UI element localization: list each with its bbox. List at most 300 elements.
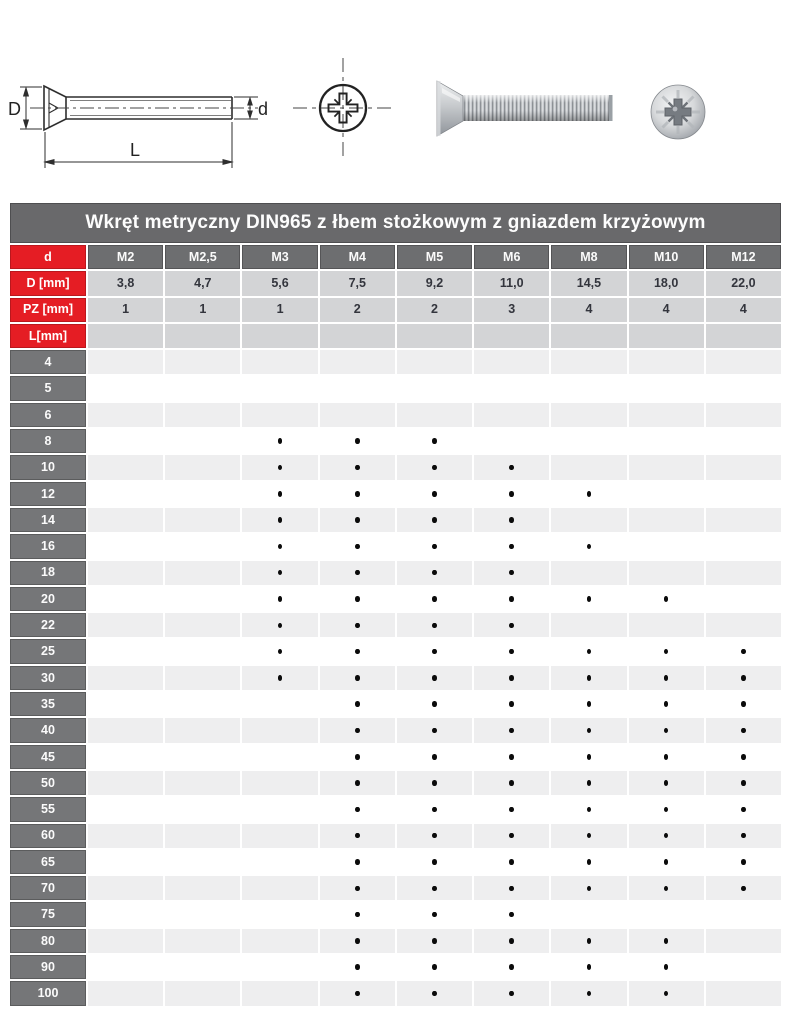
availability-dot — [278, 649, 283, 655]
availability-dot — [664, 780, 669, 786]
availability-cell — [629, 429, 704, 453]
column-header: M2 — [88, 245, 163, 269]
availability-dot — [664, 728, 669, 734]
availability-cell — [320, 508, 395, 532]
availability-cell — [629, 824, 704, 848]
availability-cell — [242, 429, 317, 453]
length-label: 30 — [10, 666, 86, 690]
length-label: 45 — [10, 745, 86, 769]
availability-cell — [629, 692, 704, 716]
availability-dot — [355, 964, 360, 970]
availability-cell — [474, 771, 549, 795]
availability-dot — [509, 833, 514, 839]
availability-cell — [629, 587, 704, 611]
availability-cell — [320, 561, 395, 585]
availability-cell — [397, 534, 472, 558]
length-label: 12 — [10, 482, 86, 506]
availability-cell — [474, 350, 549, 374]
availability-dot — [278, 465, 283, 471]
availability-dot — [587, 938, 592, 944]
availability-cell — [165, 639, 240, 663]
availability-cell — [474, 797, 549, 821]
availability-cell — [165, 955, 240, 979]
availability-cell — [551, 350, 626, 374]
availability-dot — [355, 465, 360, 471]
head-diameter-value: 7,5 — [320, 271, 395, 295]
availability-cell — [88, 534, 163, 558]
length-label: 40 — [10, 718, 86, 742]
availability-cell — [88, 718, 163, 742]
availability-dot — [355, 517, 360, 523]
availability-dot — [664, 649, 669, 655]
availability-cell — [320, 745, 395, 769]
availability-cell — [629, 403, 704, 427]
head-diameter-value: 11,0 — [474, 271, 549, 295]
availability-cell — [88, 902, 163, 926]
availability-cell — [165, 587, 240, 611]
availability-cell — [165, 718, 240, 742]
availability-dot — [509, 544, 514, 550]
availability-cell — [165, 824, 240, 848]
availability-cell — [474, 613, 549, 637]
head-diameter-value: 3,8 — [88, 271, 163, 295]
length-label: 90 — [10, 955, 86, 979]
availability-cell — [551, 876, 626, 900]
availability-dot — [355, 701, 360, 707]
spec-table — [10, 203, 781, 1006]
availability-cell — [474, 482, 549, 506]
availability-cell — [242, 902, 317, 926]
availability-cell — [242, 350, 317, 374]
availability-cell — [242, 824, 317, 848]
availability-cell — [629, 902, 704, 926]
availability-cell — [551, 429, 626, 453]
length-label: 55 — [10, 797, 86, 821]
availability-cell — [706, 429, 781, 453]
availability-cell — [706, 797, 781, 821]
availability-dot — [432, 833, 437, 839]
availability-cell — [706, 850, 781, 874]
availability-cell — [242, 561, 317, 585]
availability-dot — [432, 517, 437, 523]
availability-cell — [551, 902, 626, 926]
availability-cell — [320, 876, 395, 900]
availability-cell — [165, 771, 240, 795]
availability-cell — [706, 403, 781, 427]
length-label: 50 — [10, 771, 86, 795]
availability-cell — [629, 666, 704, 690]
availability-cell — [706, 876, 781, 900]
availability-dot — [664, 859, 669, 865]
availability-dot — [432, 859, 437, 865]
availability-dot — [509, 754, 514, 760]
availability-dot — [509, 517, 514, 523]
availability-dot — [509, 701, 514, 707]
availability-dot — [355, 675, 360, 681]
availability-dot — [664, 701, 669, 707]
length-label: 10 — [10, 455, 86, 479]
availability-cell — [551, 797, 626, 821]
availability-cell — [165, 534, 240, 558]
pz-size-value: 3 — [474, 298, 549, 322]
availability-dot — [278, 675, 283, 681]
availability-dot — [278, 491, 283, 497]
availability-cell — [320, 797, 395, 821]
availability-dot — [278, 544, 283, 550]
dim-label-L: L — [130, 140, 141, 160]
availability-dot — [664, 833, 669, 839]
availability-dot — [432, 991, 437, 997]
availability-cell — [706, 350, 781, 374]
availability-cell — [706, 771, 781, 795]
length-label: 4 — [10, 350, 86, 374]
availability-dot — [664, 754, 669, 760]
availability-cell — [706, 587, 781, 611]
availability-dot — [278, 623, 283, 629]
availability-dot — [432, 623, 437, 629]
availability-cell — [242, 771, 317, 795]
availability-cell — [706, 692, 781, 716]
availability-cell — [551, 771, 626, 795]
d-row-label: D [mm] — [10, 271, 86, 295]
pz-size-value: 1 — [242, 298, 317, 322]
availability-cell — [88, 771, 163, 795]
availability-cell — [88, 403, 163, 427]
availability-cell — [397, 955, 472, 979]
availability-cell — [320, 666, 395, 690]
technical-drawing — [0, 0, 410, 200]
availability-cell — [320, 613, 395, 637]
availability-dot — [432, 438, 437, 444]
availability-cell — [320, 482, 395, 506]
availability-cell — [551, 376, 626, 400]
length-label: 5 — [10, 376, 86, 400]
availability-dot — [432, 912, 437, 918]
length-label: 25 — [10, 639, 86, 663]
availability-dot — [587, 544, 592, 550]
availability-dot — [509, 780, 514, 786]
availability-cell — [165, 692, 240, 716]
availability-dot — [587, 675, 592, 681]
pz-size-value: 1 — [165, 298, 240, 322]
availability-dot — [587, 649, 592, 655]
availability-dot — [432, 596, 437, 602]
availability-cell — [474, 403, 549, 427]
availability-cell — [242, 745, 317, 769]
head-diameter-value: 22,0 — [706, 271, 781, 295]
column-header: M6 — [474, 245, 549, 269]
availability-dot — [355, 807, 360, 813]
pozidriv-end-view — [293, 58, 393, 158]
availability-dot — [664, 886, 669, 892]
availability-dot — [664, 596, 669, 602]
availability-dot — [509, 491, 514, 497]
availability-dot — [432, 807, 437, 813]
availability-cell — [474, 534, 549, 558]
availability-cell — [88, 350, 163, 374]
availability-dot — [587, 991, 592, 997]
availability-cell — [165, 429, 240, 453]
availability-cell — [474, 692, 549, 716]
availability-cell — [551, 955, 626, 979]
availability-cell — [474, 745, 549, 769]
availability-dot — [509, 728, 514, 734]
availability-cell — [88, 613, 163, 637]
availability-dot — [355, 491, 360, 497]
availability-dot — [741, 675, 746, 681]
length-label: 75 — [10, 902, 86, 926]
availability-cell — [165, 508, 240, 532]
availability-cell — [397, 561, 472, 585]
availability-dot — [741, 833, 746, 839]
availability-dot — [432, 465, 437, 471]
availability-cell — [551, 929, 626, 953]
availability-cell — [165, 350, 240, 374]
availability-cell — [165, 455, 240, 479]
availability-cell — [629, 613, 704, 637]
availability-cell — [474, 876, 549, 900]
availability-cell — [551, 587, 626, 611]
availability-cell — [474, 508, 549, 532]
availability-cell — [706, 666, 781, 690]
availability-dot — [432, 701, 437, 707]
availability-cell — [551, 666, 626, 690]
length-label: 70 — [10, 876, 86, 900]
availability-cell — [165, 613, 240, 637]
availability-cell — [320, 718, 395, 742]
availability-cell — [551, 508, 626, 532]
availability-dot — [355, 728, 360, 734]
availability-dot — [355, 833, 360, 839]
availability-cell — [88, 482, 163, 506]
availability-cell — [629, 955, 704, 979]
availability-cell — [397, 981, 472, 1005]
dim-label-D: D — [8, 99, 21, 119]
availability-dot — [355, 886, 360, 892]
availability-cell — [629, 534, 704, 558]
availability-cell — [629, 745, 704, 769]
availability-dot — [664, 991, 669, 997]
availability-dot — [432, 728, 437, 734]
availability-cell — [629, 797, 704, 821]
availability-dot — [587, 701, 592, 707]
availability-cell — [474, 981, 549, 1005]
availability-cell — [629, 718, 704, 742]
availability-cell — [629, 482, 704, 506]
availability-dot — [355, 859, 360, 865]
availability-cell — [242, 929, 317, 953]
availability-cell — [242, 797, 317, 821]
availability-cell — [88, 561, 163, 585]
availability-cell — [629, 981, 704, 1005]
pz-size-value: 2 — [320, 298, 395, 322]
availability-dot — [278, 517, 283, 523]
availability-cell — [474, 455, 549, 479]
empty-cell — [320, 324, 395, 348]
column-header: M3 — [242, 245, 317, 269]
column-header: M5 — [397, 245, 472, 269]
availability-cell — [88, 955, 163, 979]
availability-cell — [88, 850, 163, 874]
availability-cell — [397, 771, 472, 795]
length-label: 6 — [10, 403, 86, 427]
availability-dot — [509, 807, 514, 813]
availability-dot — [664, 675, 669, 681]
availability-cell — [165, 902, 240, 926]
availability-cell — [629, 508, 704, 532]
availability-cell — [320, 403, 395, 427]
availability-dot — [509, 991, 514, 997]
empty-cell — [165, 324, 240, 348]
availability-dot — [278, 570, 283, 576]
availability-dot — [355, 754, 360, 760]
availability-cell — [706, 929, 781, 953]
pz-size-value: 4 — [629, 298, 704, 322]
availability-cell — [474, 929, 549, 953]
availability-cell — [165, 876, 240, 900]
availability-cell — [397, 350, 472, 374]
availability-cell — [242, 613, 317, 637]
availability-dot — [587, 807, 592, 813]
availability-cell — [551, 561, 626, 585]
availability-dot — [278, 596, 283, 602]
pz-row-label: PZ [mm] — [10, 298, 86, 322]
availability-dot — [509, 596, 514, 602]
column-header: M2,5 — [165, 245, 240, 269]
availability-cell — [320, 824, 395, 848]
availability-cell — [397, 403, 472, 427]
availability-cell — [551, 613, 626, 637]
l-row-label: L[mm] — [10, 324, 86, 348]
availability-cell — [165, 850, 240, 874]
availability-dot — [432, 886, 437, 892]
availability-cell — [397, 718, 472, 742]
availability-cell — [397, 929, 472, 953]
length-label: 60 — [10, 824, 86, 848]
availability-dot — [741, 886, 746, 892]
availability-cell — [706, 508, 781, 532]
empty-cell — [88, 324, 163, 348]
availability-cell — [320, 534, 395, 558]
availability-cell — [474, 824, 549, 848]
availability-dot — [509, 570, 514, 576]
availability-cell — [397, 482, 472, 506]
availability-cell — [551, 981, 626, 1005]
availability-cell — [474, 850, 549, 874]
availability-cell — [165, 929, 240, 953]
availability-cell — [88, 824, 163, 848]
head-diameter-value: 9,2 — [397, 271, 472, 295]
availability-cell — [706, 455, 781, 479]
availability-dot — [741, 728, 746, 734]
availability-cell — [88, 929, 163, 953]
availability-dot — [664, 807, 669, 813]
availability-dot — [355, 780, 360, 786]
availability-cell — [88, 376, 163, 400]
length-label: 8 — [10, 429, 86, 453]
availability-cell — [629, 376, 704, 400]
availability-cell — [88, 639, 163, 663]
availability-dot — [741, 649, 746, 655]
availability-cell — [242, 876, 317, 900]
length-label: 80 — [10, 929, 86, 953]
availability-cell — [88, 745, 163, 769]
availability-cell — [474, 955, 549, 979]
availability-cell — [88, 429, 163, 453]
availability-dot — [587, 491, 592, 497]
availability-cell — [165, 745, 240, 769]
availability-dot — [587, 833, 592, 839]
availability-dot — [355, 596, 360, 602]
availability-cell — [242, 692, 317, 716]
availability-cell — [706, 981, 781, 1005]
availability-cell — [474, 587, 549, 611]
availability-cell — [88, 587, 163, 611]
availability-dot — [432, 570, 437, 576]
availability-cell — [397, 797, 472, 821]
availability-cell — [397, 639, 472, 663]
availability-dot — [741, 859, 746, 865]
availability-dot — [509, 623, 514, 629]
availability-dot — [587, 964, 592, 970]
availability-cell — [397, 455, 472, 479]
empty-cell — [474, 324, 549, 348]
availability-cell — [242, 508, 317, 532]
availability-dot — [587, 596, 592, 602]
availability-cell — [242, 534, 317, 558]
availability-cell — [551, 403, 626, 427]
availability-dot — [509, 912, 514, 918]
empty-cell — [706, 324, 781, 348]
availability-cell — [397, 692, 472, 716]
availability-dot — [355, 938, 360, 944]
availability-dot — [432, 491, 437, 497]
screw-side-photo — [437, 81, 613, 136]
length-label: 20 — [10, 587, 86, 611]
availability-dot — [587, 780, 592, 786]
availability-cell — [629, 929, 704, 953]
availability-dot — [587, 859, 592, 865]
availability-cell — [397, 587, 472, 611]
availability-cell — [165, 981, 240, 1005]
availability-cell — [629, 771, 704, 795]
availability-dot — [509, 675, 514, 681]
availability-cell — [88, 455, 163, 479]
availability-dot — [355, 912, 360, 918]
availability-dot — [432, 544, 437, 550]
availability-dot — [664, 964, 669, 970]
availability-cell — [320, 692, 395, 716]
availability-cell — [551, 482, 626, 506]
product-photo — [420, 40, 791, 180]
availability-cell — [242, 666, 317, 690]
availability-cell — [551, 455, 626, 479]
length-label: 14 — [10, 508, 86, 532]
availability-cell — [320, 902, 395, 926]
availability-cell — [706, 534, 781, 558]
availability-cell — [706, 639, 781, 663]
availability-cell — [706, 718, 781, 742]
availability-cell — [629, 876, 704, 900]
availability-cell — [320, 350, 395, 374]
availability-dot — [355, 649, 360, 655]
availability-cell — [320, 429, 395, 453]
availability-dot — [509, 859, 514, 865]
availability-cell — [397, 902, 472, 926]
availability-dot — [509, 938, 514, 944]
availability-dot — [509, 649, 514, 655]
availability-cell — [397, 876, 472, 900]
